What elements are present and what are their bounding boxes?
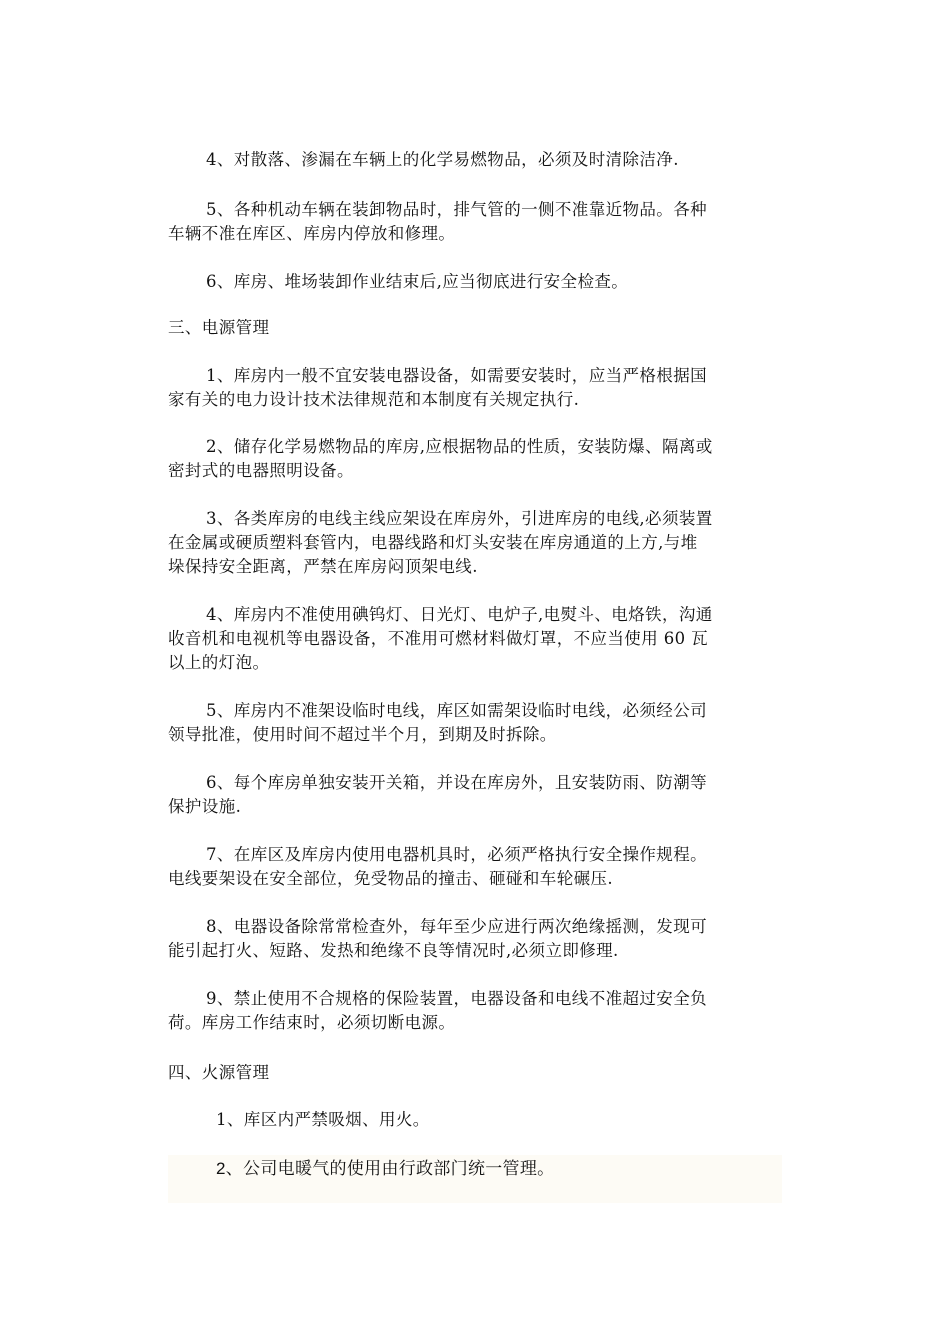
s3-item-9-line-2: 荷。库房工作结束时，必须切断电源。 — [168, 1013, 456, 1032]
s3-item-1-line-1: 1、库房内一般不宜安装电器设备，如需要安装时，应当严格根据国 — [206, 366, 707, 385]
s3-item-4-line-2: 收音机和电视机等电器设备，不准用可燃材料做灯罩，不应当使用 60 瓦 — [168, 629, 709, 648]
s3-item-7-line-1: 7、在库区及库房内使用电器机具时，必须严格执行安全操作规程。 — [206, 845, 707, 864]
paragraph-4-line-1: 4、对散落、渗漏在车辆上的化学易燃物品，必须及时清除洁净. — [206, 150, 679, 169]
s3-item-1-line-2: 家有关的电力设计技术法律规范和本制度有关规定执行. — [168, 390, 580, 409]
paragraph-6-line-1: 6、库房、堆场装卸作业结束后,应当彻底进行安全检查。 — [206, 272, 629, 291]
s3-item-6-line-1: 6、每个库房单独安装开关箱，并设在库房外，且安装防雨、防潮等 — [206, 773, 707, 792]
s3-item-3-line-1: 3、各类库房的电线主线应架设在库房外，引进库房的电线,必须装置 — [206, 509, 713, 528]
s3-item-5-line-1: 5、库房内不准架设临时电线，库区如需架设临时电线，必须经公司 — [206, 701, 707, 720]
s3-item-6-line-2: 保护设施. — [168, 797, 242, 816]
paragraph-5-line-1: 5、各种机动车辆在装卸物品时，排气管的一侧不准靠近物品。各种 — [206, 200, 707, 219]
section-3-heading: 三、电源管理 — [168, 318, 270, 337]
s4-item-2: 2、公司电暖气的使用由行政部门统一管理。 — [216, 1159, 555, 1178]
s3-item-5-line-2: 领导批准，使用时间不超过半个月，到期及时拆除。 — [168, 725, 557, 744]
s3-item-4-line-1: 4、库房内不准使用碘钨灯、日光灯、电炉子,电熨斗、电烙铁，沟通 — [206, 605, 713, 624]
s3-item-3-line-3: 垛保持安全距离，严禁在库房闷顶架电线. — [168, 557, 478, 576]
s3-item-2-line-2: 密封式的电器照明设备。 — [168, 461, 354, 480]
s3-item-3-line-2: 在金属或硬质塑料套管内，电器线路和灯头安装在库房通道的上方,与堆 — [168, 533, 698, 552]
s4-item-1: 1、库区内严禁吸烟、用火。 — [216, 1110, 430, 1129]
s3-item-2-line-1: 2、储存化学易燃物品的库房,应根据物品的性质，安装防爆、隔离或 — [206, 437, 713, 456]
s3-item-8-line-2: 能引起打火、短路、发热和绝缘不良等情况时,必须立即修理. — [168, 941, 619, 960]
paragraph-5-line-2: 车辆不准在库区、库房内停放和修理。 — [168, 224, 456, 243]
s3-item-8-line-1: 8、电器设备除常常检查外，每年至少应进行两次绝缘摇测，发现可 — [206, 917, 707, 936]
s3-item-4-line-3: 以上的灯泡。 — [168, 653, 270, 672]
s3-item-7-line-2: 电线要架设在安全部位，免受物品的撞击、砸碰和车轮碾压. — [168, 869, 614, 888]
section-4-heading: 四、火源管理 — [168, 1063, 270, 1082]
s3-item-9-line-1: 9、禁止使用不合规格的保险装置，电器设备和电线不准超过安全负 — [206, 989, 707, 1008]
